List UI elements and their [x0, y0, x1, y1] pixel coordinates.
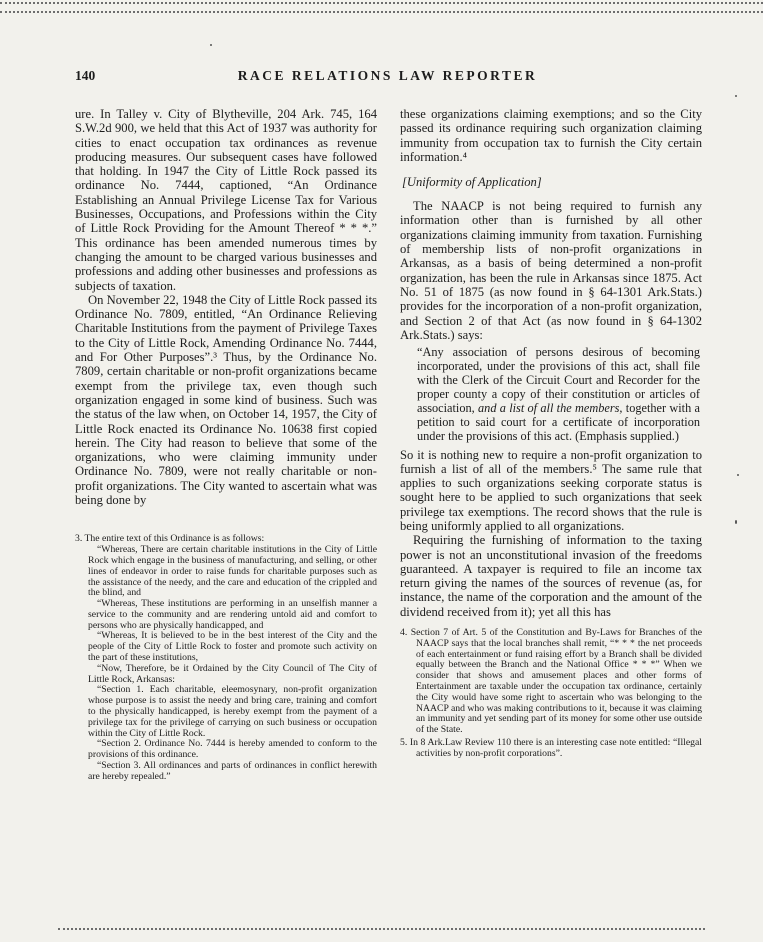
- quote-text: together with a petition to said court for a certificate of incorporation under the provisions of this act. (Emphasis supplied.): [417, 400, 700, 443]
- footnote-text: The entire text of this Ordinance is as follows:: [84, 533, 265, 545]
- paragraph: The NAACP is not being required to furnish any information other than is furnished by all other organizations claiming immunity from taxation. Furnishing of membership lists of non-profit organizations in Arkansas, as a basis of being determined a non-profit organization, has been the rule in Arkansas since 1875. Act No. 51 of 1875 (as now found in § 64-1301 Ark.Stats.) provides for the incorporation of a non-profit organization, and Section 2 of that Act (as now found in § 64-1302 Ark.Stats.) says:: [400, 199, 702, 342]
- scan-speck: [735, 95, 737, 97]
- paragraph: So it is nothing new to require a non-profit organization to furnish a list of all of the members.⁵ The same rule that applies to such organizations seeking corporate status is sought here to be applied to such organizations that seek privilege tax exemptions. The record shows that the rule is being uniformly applied to all organizations.: [400, 447, 702, 533]
- footnote-3: [75, 534, 377, 782]
- footnote-paragraph: “Now, Therefore, be it Ordained by the City Council of The City of Little Rock, Arkansas:: [88, 662, 377, 685]
- paragraph: these organizations claiming exemptions; and so the City passed its ordinance requiring such organization claiming immunity from occupation tax to furnish the City certain information.⁴: [400, 107, 702, 164]
- scan-speck: [735, 520, 737, 524]
- scan-speck: [737, 474, 739, 476]
- footnote-number: 5.: [400, 737, 408, 749]
- footnote-paragraph: “Whereas, These institutions are performing in an unselfish manner a service to the community and are rendering untold aid and comfort to persons who are physically handicapped, and: [88, 598, 377, 631]
- left-column: [75, 107, 377, 783]
- footnote-text: In 8 Ark.Law Review 110 there is an interesting case note entitled: “Illegal activities by non-profit corporations”.: [409, 737, 702, 759]
- paragraph: Requiring the furnishing of information to the taxing power is not an unconstitutional invasion of the freedoms guaranteed. A taxpayer is required to file an income tax return giving the names of the sources of revenue (as, for instance, the name of the corporation and the amount of the dividend received from it); yet all this has: [400, 533, 702, 619]
- footnote-number: 4.: [400, 627, 408, 639]
- footnote-5: [400, 738, 702, 760]
- footnote-paragraph: “Section 2. Ordinance No. 7444 is hereby amended to conform to the provisions of this ordinance.: [88, 738, 377, 761]
- footnote-paragraph: “Section 3. All ordinances and parts of ordinances in conflict herewith are hereby repealed.”: [88, 760, 377, 782]
- quote-emphasis-text: and a list of all the members,: [478, 400, 623, 415]
- two-column-body: [75, 107, 702, 783]
- footnote-4: [400, 628, 702, 736]
- scan-artifact-bottom-dots: [58, 928, 705, 930]
- statute-blockquote: [417, 346, 700, 443]
- footnote-paragraph: “Section 1. Each charitable, eleemosynary, non-profit organization whose purpose is to assist the needy and bring care, training and comfort to the physically handicapped, is hereby exempt from the payment of a privilege tax for the privilege of carrying on such business or occupation within the City of Little Rock.: [88, 684, 377, 739]
- page-number: 140: [75, 68, 96, 83]
- footnote-paragraph: “Whereas, There are certain charitable institutions in the City of Little Rock which engage in the business of manufacturing, and selling, or other lines of endeavor in order to raise funds for charitable purposes such as the assistance of the needy, and the care and education of the crippled and the blind, and: [88, 544, 377, 599]
- footnote-text: Section 7 of Art. 5 of the Constitution and By-Laws for Branches of the NAACP says that the local branches shall remit, “* * * the net proceeds of each entertainment or fund raising effort by a Branch shall be divided equally between the Branch and the National Office * * *” When we consider that shows and amusement places and other forms of Entertainment are taxable under the occupation tax ordinance, certainly the City would have some right to ascertain who was belonging to the NAACP and who was making contributions to it, because it was claiming an immunity and yet sending part of its money for some other use outside of the State.: [410, 627, 702, 736]
- scan-speck: [210, 44, 212, 46]
- footnote-number: 3.: [75, 533, 83, 545]
- quote-text: “Any association of persons desirous of becoming incorporated, under the provisions of this act, shall file with the Clerk of the Circuit Court and Recorder for the proper county a copy of their constitution or articles of association,: [417, 345, 700, 415]
- section-heading: [Uniformity of Application]: [402, 175, 542, 190]
- right-column: [400, 107, 702, 783]
- journal-title: RACE RELATIONS LAW REPORTER: [237, 68, 538, 83]
- scan-artifact-top-dots: [0, 2, 763, 13]
- paragraph: On November 22, 1948 the City of Little Rock passed its Ordinance No. 7809, entitled, “An Ordinance Relieving Charitable Institutions from the payment of Privilege Taxes to the City of Little Rock, Amending Ordinance No. 7444, and For Other Purposes”.³ Thus, by the Ordinance No. 7809, certain charitable or non-profit organizations became exempt from the privilege tax, even though such organization engaged in some kind of business. Such was the status of the law when, on October 14, 1957, the City of Little Rock enacted its Ordinance No. 10638 first copied herein. The City had reason to believe that some of the organizations, who were claiming immunity under Ordinance No. 7809, were not really charitable or non-profit organizations. The City wanted to ascertain what was being done by: [75, 292, 377, 508]
- footnotes: [400, 628, 702, 760]
- page-header: [75, 68, 700, 86]
- paragraph: ure. In Talley v. City of Blytheville, 204 Ark. 745, 164 S.W.2d 900, we held that this Act of 1937 was authority for cities to enact occupation tax ordinances as revenue producing measures. Our subsequent cases have followed that holding. In 1947 the City of Little Rock passed its ordinance No. 7444, captioned, “An Ordinance Establishing an Annual Privilege License Tax for Various Businesses, Occupations, and Professions within the City of Little Rock Providing for the Amount Thereof * * *.” This ordinance has been amended numerous times by changing the amount to be charged various businesses and professions and adding other businesses and professions as subjects of taxation.: [75, 107, 377, 293]
- footnote-paragraph: “Whereas, It is believed to be in the best interest of the City and the people of the City of Little Rock to foster and promote such activity on the part of these institutions,: [88, 630, 377, 664]
